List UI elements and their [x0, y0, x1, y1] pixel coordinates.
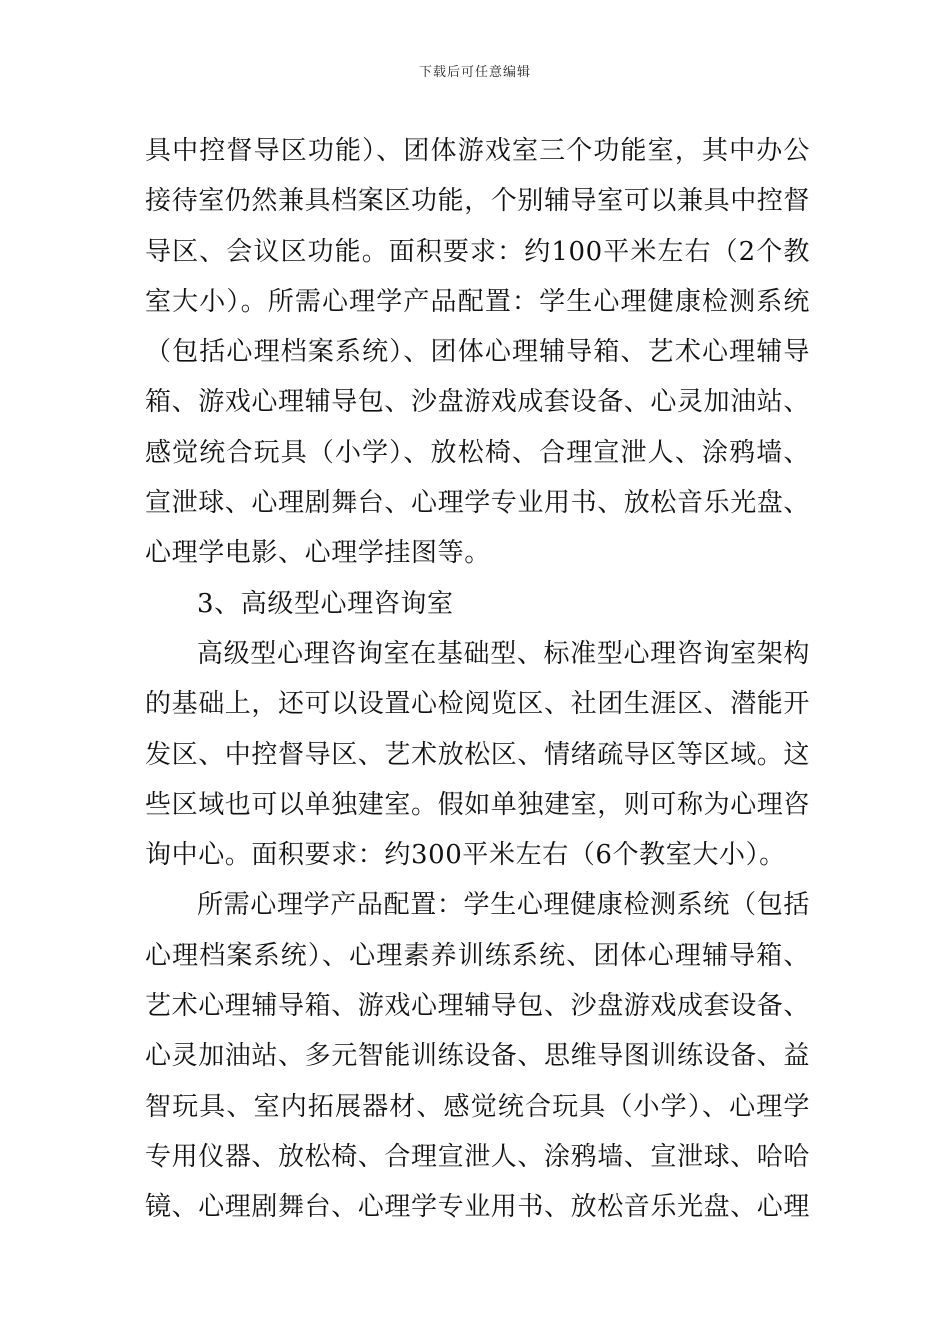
document-body: [145, 126, 810, 1233]
paragraph-product-config: 所需心理学产品配置：学生心理健康检测系统（包括心理档案系统）、心理素养训练系统、团体心理辅导箱、艺术心理辅导箱、游戏心理辅导包、沙盘游戏成套设备、心灵加油站、多元智能训练设备、思维导图训练设备、益智玩具、室内拓展器材、感觉统合玩具（小学）、心理学专用仪器、放松椅、合理宣泄人、涂鸦墙、宣泄球、哈哈镜、心理剧舞台、心理学专业用书、放松音乐光盘、心理: [145, 890, 811, 1223]
page-header: 下载后可任意编辑: [418, 65, 531, 80]
section-heading: 3、高级型心理咨询室: [197, 588, 454, 619]
paragraph-advanced-room: 高级型心理咨询室在基础型、标准型心理咨询室架构的基础上，还可以设置心检阅览区、社团生涯区、潜能开发区、中控督导区、艺术放松区、情绪疏导区等区域。这些区域也可以单独建室。假如单独建室，则可称为心理咨询中心。面积要求：约300平米左右（6个教室大小）。: [145, 638, 811, 871]
paragraph-continued: 具中控督导区功能）、团体游戏室三个功能室，其中办公接待室仍然兼具档案区功能，个别辅导室可以兼具中控督导区、会议区功能。面积要求：约100平米左右（2个教室大小）。所需心理学产品配置：学生心理健康检测系统（包括心理档案系统）、团体心理辅导箱、艺术心理辅导箱、游戏心理辅导包、沙盘游戏成套设备、心灵加油站、感觉统合玩具（小学）、放松椅、合理宣泄人、涂鸦墙、宣泄球、心理剧舞台、心理学专业用书、放松音乐光盘、心理学电影、心理学挂图等。: [145, 136, 811, 569]
